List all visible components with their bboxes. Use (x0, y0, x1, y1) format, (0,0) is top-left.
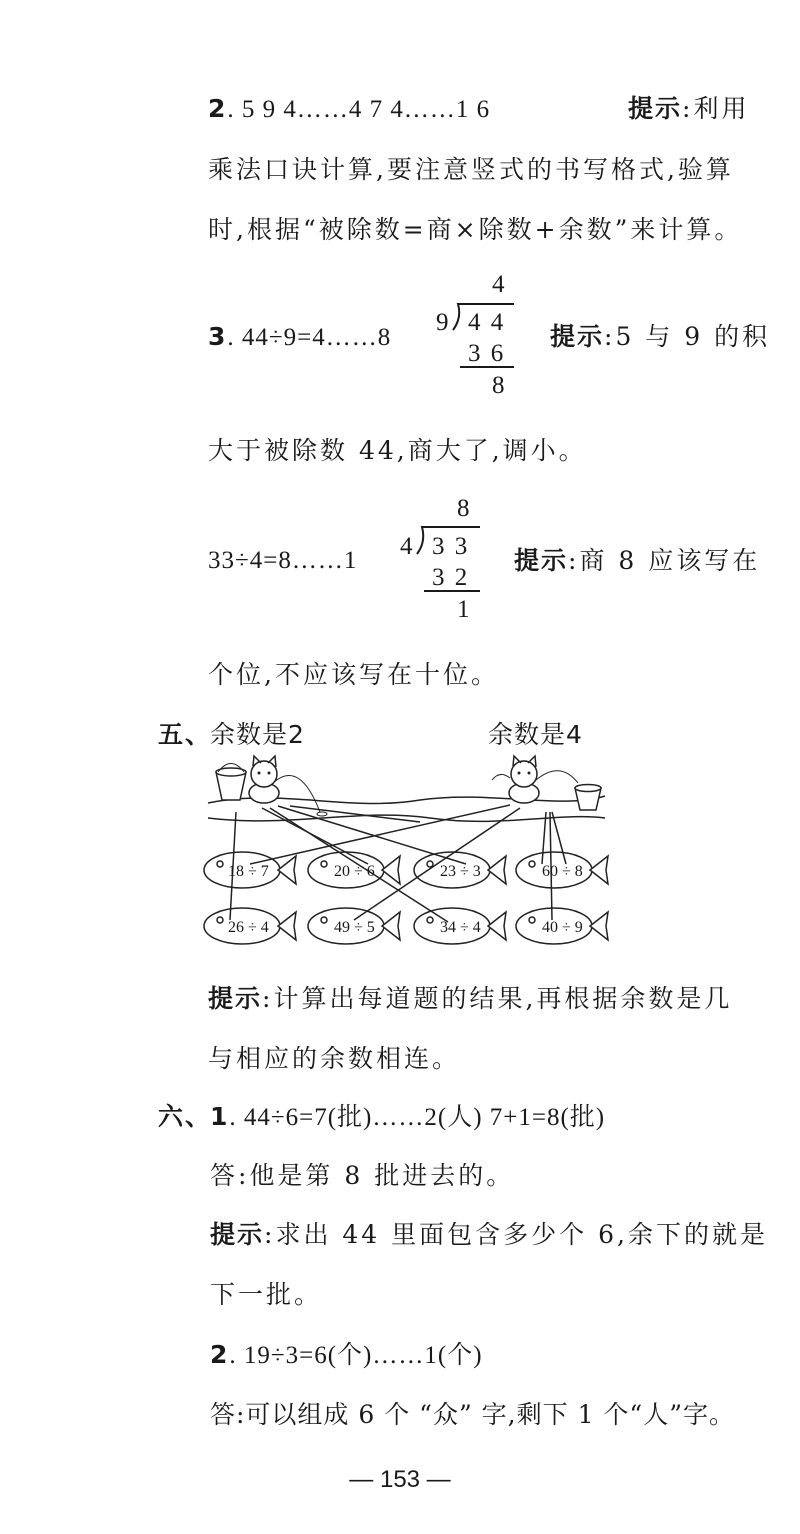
q3-equation: 3. 44÷9=4……8 (208, 322, 392, 351)
fish-label: 20 ÷ 6 (334, 863, 375, 880)
fish-label: 26 ÷ 4 (228, 919, 269, 936)
cat-right-icon (492, 756, 578, 803)
ld1-divisor: 9 (436, 309, 449, 336)
s6-q1-hint-line1: 提示:求出 44 里面包含多少个 6,余下的就是 (210, 1220, 768, 1249)
s6-q1-answer: 答:他是第 8 批进去的。 (210, 1161, 515, 1190)
ld2-quotient: 8 (457, 495, 470, 522)
cat-left-icon (249, 756, 327, 816)
q2-hint-line1: 提示:利用 (628, 94, 750, 123)
bucket-left-icon (216, 764, 246, 801)
q3-number: 3 (208, 322, 228, 351)
section-6-label: 六、 (158, 1102, 213, 1131)
fish-label: 18 ÷ 7 (228, 863, 269, 880)
fish-label: 49 ÷ 5 (334, 919, 375, 936)
ld2-product: 3 2 (432, 564, 470, 591)
q2-hint-line3: 时,根据“被除数=商×除数+余数”来计算。 (208, 215, 743, 244)
fish-label: 60 ÷ 8 (542, 863, 583, 880)
q3-equation-2: 33÷4=8……1 (208, 547, 358, 574)
ld2-remainder: 1 (457, 596, 470, 623)
ld2-dividend: 3 3 (432, 533, 470, 560)
ld1-quotient: 4 (492, 271, 505, 298)
caption-remainder-2: 余数是2 (210, 720, 305, 749)
q2-number: 2 (208, 94, 228, 123)
bucket-right-icon (575, 785, 601, 811)
caption-remainder-4: 余数是4 (488, 720, 583, 749)
s6-q2-equation: 2. 19÷3=6(个)……1(个) (210, 1340, 483, 1369)
s6-q1-equation: 1. 44÷6=7(批)……2(人) 7+1=8(批) (210, 1102, 606, 1131)
s5-hint-line2: 与相应的余数相连。 (208, 1044, 461, 1073)
fish-label: 23 ÷ 3 (440, 863, 481, 880)
ld1-dividend: 4 4 (468, 309, 506, 336)
s6-q1-hint-line2: 下一批。 (210, 1280, 323, 1309)
s5-hint-line1: 提示:计算出每道题的结果,再根据余数是几 (208, 984, 733, 1013)
q3-hint-line2: 大于被除数 44,商大了,调小。 (208, 436, 587, 465)
fish-label: 40 ÷ 9 (542, 919, 583, 936)
ld2-divisor: 4 (400, 533, 413, 560)
q2-hint-line2: 乘法口诀计算,要注意竖式的书写格式,验算 (208, 155, 734, 184)
page-number: — 153 — (349, 1466, 451, 1493)
q2-answers: . 5 9 4……4 7 4……1 6 (227, 96, 491, 123)
ld1-product: 3 6 (468, 340, 506, 367)
section-5-label: 五、 (158, 720, 213, 749)
fish-label: 34 ÷ 4 (440, 919, 481, 936)
s6-q2-answer: 答:可以组成 6 个 “众” 字,剩下 1 个“人”字。 (210, 1400, 735, 1429)
q3-hint-line1: 提示:5 与 9 的积 (550, 322, 771, 351)
hint-label: 提示 (628, 94, 683, 123)
ld1-remainder: 8 (492, 372, 505, 399)
q3-hint2-line1: 提示:商 8 应该写在 (514, 546, 761, 575)
q3-hint2-line2: 个位,不应该写在十位。 (208, 660, 499, 689)
